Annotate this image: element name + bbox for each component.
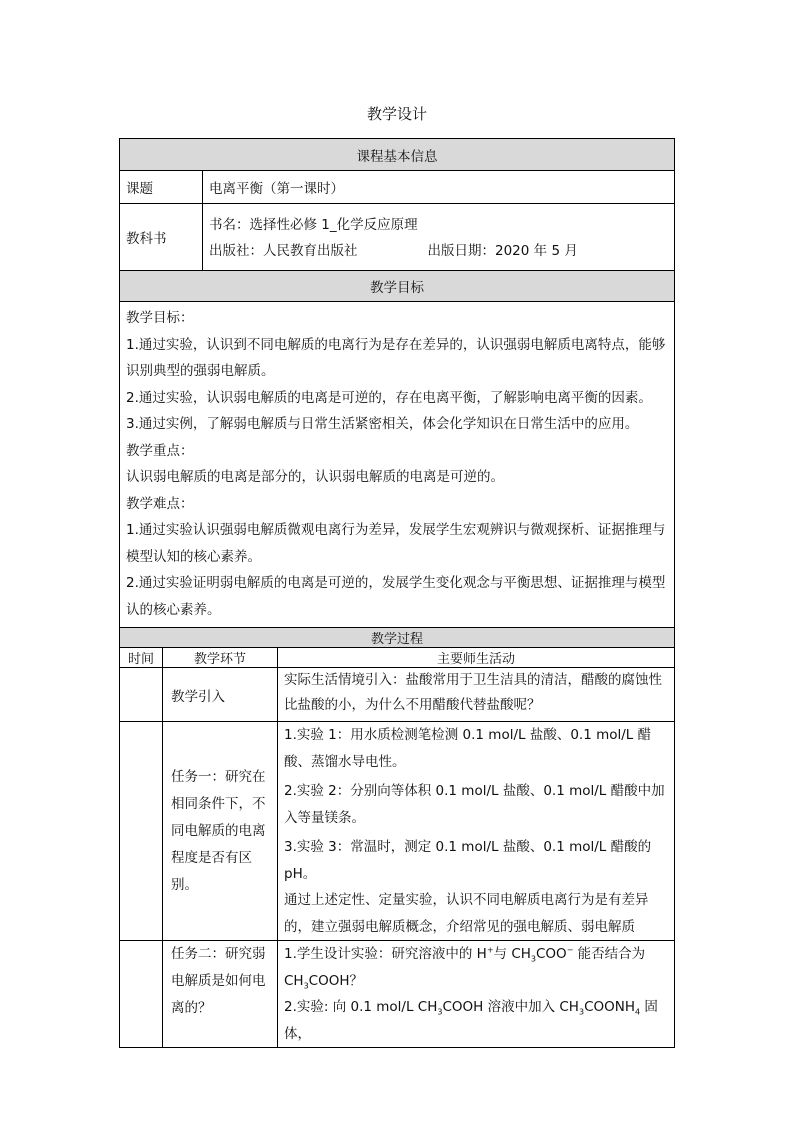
difficulties-heading: 教学难点： bbox=[126, 495, 194, 512]
goals-header: 教学目标 bbox=[120, 271, 675, 302]
goal-item: 3.通过实例，了解弱电解质与日常生活紧密相关，体会化学知识在日常生活中的应用。 bbox=[126, 416, 639, 432]
topic-value: 电离平衡（第一课时） bbox=[203, 171, 675, 204]
course-info-header: 课程基本信息 bbox=[120, 139, 675, 171]
textbook-details bbox=[203, 204, 675, 271]
difficulty-item: 1.通过实验认识强弱电解质微观电离行为差异，发展学生宏观辨识与微观探析、证据推理与模型认知的核心素养。 bbox=[126, 522, 666, 565]
topic-label: 课题 bbox=[120, 171, 203, 204]
row-stage: 教学引入 bbox=[163, 668, 278, 722]
row-time bbox=[120, 941, 163, 1048]
row-activity bbox=[278, 941, 675, 1048]
lesson-plan-table bbox=[119, 138, 675, 1048]
table-row bbox=[120, 941, 675, 1048]
activity-line: 1.实验 1：用水质检测笔检测 0.1 mol/L 盐酸、0.1 mol/L 醋酸、蒸馏水导电性。 bbox=[284, 727, 652, 770]
textbook-label: 教科书 bbox=[120, 204, 203, 271]
row-activity bbox=[278, 722, 675, 941]
goal-item: 2.通过实验，认识弱电解质的电离是可逆的，存在电离平衡，了解影响电离平衡的因素。 bbox=[126, 389, 652, 406]
document-title: 教学设计 bbox=[366, 105, 427, 123]
table-row bbox=[120, 722, 675, 941]
key-points-heading: 教学重点： bbox=[126, 442, 194, 459]
row-stage: 任务二：研究弱电解质是如何电离的？ bbox=[163, 941, 278, 1048]
activity-line: 通过上述定性、定量实验，认识不同电解质电离行为是有差异的，建立强弱电解质概念，介绍常见的强电解质、弱电解质 bbox=[284, 892, 649, 935]
col-time-header: 时间 bbox=[120, 648, 163, 668]
process-header: 教学过程 bbox=[120, 628, 675, 648]
row-stage: 任务一：研究在相同条件下，不同电解质的电离程度是否有区别。 bbox=[163, 722, 278, 941]
activity-line: 2.实验 2：分别向等体积 0.1 mol/L 盐酸、0.1 mol/L 醋酸中加入等量镁条。 bbox=[284, 783, 665, 826]
row-activity: 实际生活情境引入：盐酸常用于卫生洁具的清洁，醋酸的腐蚀性比盐酸的小，为什么不用醋酸代替盐酸呢？ bbox=[278, 668, 675, 722]
publisher-line bbox=[209, 238, 668, 264]
activity-line: 3.实验 3：常温时，测定 0.1 mol/L 盐酸、0.1 mol/L 醋酸的 pH。 bbox=[284, 839, 652, 882]
book-name: 书名：选择性必修 1_化学反应原理 bbox=[209, 217, 418, 233]
publisher: 出版社：人民教育出版社 bbox=[209, 243, 358, 259]
publish-date: 出版日期：2020 年 5 月 bbox=[427, 243, 578, 259]
row-time bbox=[120, 668, 163, 722]
activity-line: 2.实验: 向 0.1 mol/L $CH_3COOH$ 溶液中加入 $CH_3COONH_4$ 固体， bbox=[284, 999, 658, 1042]
activity-line: 1.学生设计实验：研究溶液中的 H+与 $CH_3COO^-$ 能否结合为 $CH_3COOH$？ bbox=[284, 945, 646, 991]
goals-content bbox=[120, 302, 675, 628]
row-time bbox=[120, 722, 163, 941]
col-activity-header: 主要师生活动 bbox=[278, 648, 675, 668]
table-row bbox=[120, 668, 675, 722]
difficulty-item: 2.通过实验证明弱电解质的电离是可逆的，发展学生变化观念与平衡思想、证据推理与模型认的核心素养。 bbox=[126, 575, 666, 618]
col-stage-header: 教学环节 bbox=[163, 648, 278, 668]
goal-item: 1.通过实验，认识到不同电解质的电离行为是存在差异的，认识强弱电解质电离特点，能够识别典型的强弱电解质。 bbox=[126, 336, 666, 379]
key-point-item: 认识弱电解质的电离是部分的，认识弱电解质的电离是可逆的。 bbox=[126, 469, 504, 485]
goals-heading: 教学目标： bbox=[126, 310, 194, 326]
